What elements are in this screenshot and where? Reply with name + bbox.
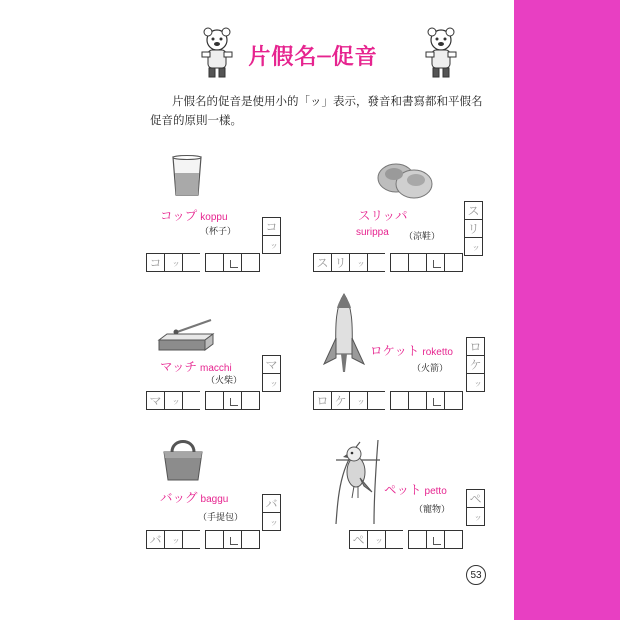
item-3-horizontal-grid <box>146 391 259 409</box>
writing-cell[interactable]: ッ <box>262 512 281 531</box>
writing-cell[interactable]: ッ <box>349 253 368 272</box>
item-5-vertical-grid <box>262 494 280 530</box>
writing-cell[interactable]: バ <box>146 530 165 549</box>
writing-cell-small[interactable] <box>223 530 242 549</box>
item-3-romaji: macchi <box>200 363 232 374</box>
writing-cell[interactable] <box>367 391 386 410</box>
writing-cell[interactable] <box>205 253 224 272</box>
item-6-word <box>384 480 447 498</box>
writing-cell[interactable]: ッ <box>349 391 368 410</box>
writing-cell[interactable] <box>444 530 463 549</box>
writing-cell[interactable]: マ <box>146 391 165 410</box>
writing-cell[interactable] <box>241 391 260 410</box>
item-2-vertical-grid <box>464 201 482 255</box>
writing-cell-small[interactable] <box>426 253 445 272</box>
writing-cell[interactable] <box>182 253 201 272</box>
writing-cell[interactable]: ケ <box>466 355 485 374</box>
item-1-word <box>160 206 228 224</box>
page-number: 53 <box>466 565 486 585</box>
writing-cell-small[interactable] <box>223 253 242 272</box>
item-5-meaning: （手提包） <box>198 513 244 523</box>
intro-text: 片假名的促音是使用小的「ッ」表示，發音和書寫都和平假名促音的原則一樣。 <box>150 94 483 127</box>
item-5-word <box>160 488 228 506</box>
writing-cell[interactable] <box>182 391 201 410</box>
writing-cell[interactable]: バ <box>262 494 281 513</box>
writing-cell[interactable]: ペ <box>349 530 368 549</box>
writing-cell[interactable] <box>444 253 463 272</box>
item-1-horizontal-grid <box>146 253 259 271</box>
writing-cell[interactable] <box>390 253 409 272</box>
item-2-romaji: surippa <box>356 227 389 238</box>
writing-cell[interactable]: ロ <box>466 337 485 356</box>
item-6-vertical-grid <box>466 489 484 525</box>
page-title: 片假名─促音 <box>248 45 378 70</box>
item-1-vertical-grid <box>262 217 280 253</box>
writing-cell[interactable]: ケ <box>331 391 350 410</box>
writing-cell[interactable]: ッ <box>466 507 485 526</box>
item-1-romaji: koppu <box>200 212 228 223</box>
item-4-kana: ロケット <box>370 343 420 358</box>
handbag-icon <box>160 436 206 482</box>
item-6-romaji: petto <box>424 486 447 497</box>
writing-cell-small[interactable] <box>426 391 445 410</box>
writing-cell[interactable] <box>241 253 260 272</box>
item-5-romaji: baggu <box>200 494 229 505</box>
writing-cell[interactable] <box>385 530 404 549</box>
item-2-horizontal-grid <box>313 253 462 271</box>
writing-cell[interactable]: ス <box>313 253 332 272</box>
item-4-word <box>370 341 453 359</box>
writing-cell-small[interactable] <box>223 391 242 410</box>
writing-cell[interactable]: ッ <box>164 391 183 410</box>
item-4-vertical-grid <box>466 337 484 391</box>
writing-cell[interactable]: ロ <box>313 391 332 410</box>
item-2-meaning: （涼鞋） <box>404 232 441 242</box>
mascot-right-icon <box>422 26 460 80</box>
writing-cell[interactable]: リ <box>464 219 483 238</box>
writing-cell[interactable]: ッ <box>466 373 485 392</box>
item-6-meaning: （寵物） <box>414 505 451 515</box>
item-5-horizontal-grid <box>146 530 259 548</box>
writing-cell[interactable] <box>205 530 224 549</box>
writing-cell[interactable]: リ <box>331 253 350 272</box>
item-2-kana: スリッパ <box>358 208 408 223</box>
writing-cell[interactable]: マ <box>262 355 281 374</box>
writing-cell[interactable] <box>408 530 427 549</box>
item-3-vertical-grid <box>262 355 280 391</box>
writing-cell[interactable] <box>182 530 201 549</box>
writing-cell[interactable]: ッ <box>262 235 281 254</box>
writing-cell[interactable] <box>408 253 427 272</box>
item-4-meaning: （火箭） <box>412 364 449 374</box>
writing-cell[interactable] <box>408 391 427 410</box>
item-1-kana: コップ <box>160 208 198 223</box>
parrot-icon <box>330 436 386 526</box>
writing-cell[interactable] <box>241 530 260 549</box>
item-4-romaji: roketto <box>422 347 453 358</box>
writing-cell[interactable]: ペ <box>466 489 485 508</box>
side-color-bar <box>514 0 620 620</box>
writing-cell[interactable]: ッ <box>164 530 183 549</box>
writing-cell[interactable]: コ <box>146 253 165 272</box>
writing-cell[interactable]: ス <box>464 201 483 220</box>
item-5-kana: バッグ <box>160 490 198 505</box>
writing-cell[interactable]: コ <box>262 217 281 236</box>
matchbox-icon <box>157 318 215 352</box>
item-6-kana: ペット <box>384 482 422 497</box>
writing-cell[interactable]: ッ <box>464 237 483 256</box>
rocket-icon <box>322 292 366 376</box>
slippers-icon <box>374 158 436 200</box>
writing-cell[interactable]: ッ <box>367 530 386 549</box>
writing-cell-small[interactable] <box>426 530 445 549</box>
writing-cell[interactable]: ッ <box>164 253 183 272</box>
writing-cell[interactable] <box>367 253 386 272</box>
glass-icon <box>170 155 204 197</box>
writing-cell[interactable] <box>205 391 224 410</box>
item-1-meaning: （杯子） <box>200 227 237 237</box>
writing-cell[interactable] <box>390 391 409 410</box>
intro-paragraph <box>150 92 490 130</box>
item-6-horizontal-grid <box>349 530 462 548</box>
writing-cell[interactable] <box>444 391 463 410</box>
item-3-meaning: （火柴） <box>206 376 243 386</box>
item-3-kana: マッチ <box>160 359 198 374</box>
writing-cell[interactable]: ッ <box>262 373 281 392</box>
item-4-horizontal-grid <box>313 391 462 409</box>
